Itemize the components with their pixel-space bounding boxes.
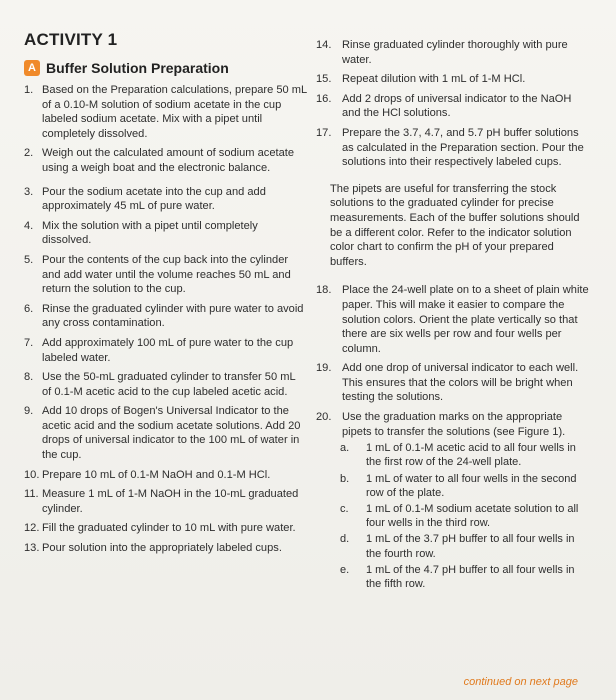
step-item: 11. Measure 1 mL of 1-M NaOH in the 10-mL graduated cylinder.: [24, 488, 299, 515]
step-item: 2. Weigh out the calculated amount of sodium acetate using a weigh boat and the electronic balance.: [24, 147, 295, 174]
step-item: 13. Pour solution into the appropriately labeled cups.: [24, 542, 282, 555]
step-item: 7. Add approximately 100 mL of pure water to the cup labeled water.: [24, 336, 294, 364]
steps-list-left: [22, 83, 307, 556]
substep-item: a. 1 mL of 0.1-M acetic acid to all four wells in the first row of the 24-well plate.: [340, 442, 576, 469]
substep-item: d. 1 mL of the 3.7 pH buffer to all four wells in the fourth row.: [340, 533, 575, 560]
steps-list-right-bottom: [318, 283, 590, 591]
step-item: 3. Pour the sodium acetate into the cup and add approximately 45 mL of pure water.: [24, 185, 266, 213]
step-item: 12. Fill the graduated cylinder to 10 mL with pure water.: [24, 522, 296, 535]
right-column: [318, 38, 590, 596]
step-item: 10. Prepare 10 mL of 0.1-M NaOH and 0.1-M HCl.: [24, 468, 271, 481]
step-item: 15. Repeat dilution with 1 mL of 1-M HCl.: [316, 73, 526, 86]
step-item: 4. Mix the solution with a pipet until completely dissolved.: [24, 219, 258, 247]
steps-list-right-top: [318, 38, 590, 170]
step-item: 17. Prepare the 3.7, 4.7, and 5.7 pH buffer solutions as calculated in the Preparation section. Pour the solutions into their respectively labeled cups.: [316, 126, 584, 169]
step-item: 16. Add 2 drops of universal indicator to the NaOH and the HCl solutions.: [316, 92, 572, 120]
section-title: Buffer Solution Preparation: [46, 60, 229, 76]
step-item: 5. Pour the contents of the cup back into the cylinder and add water until the volume reaches 50 mL and return the solution to the cup.: [24, 253, 291, 296]
pipet-note: The pipets are useful for transferring the stock solutions to the graduated cylinder for precise measurements. Each of the buffer solutions should be a different color. Refer to the indicator solution color chart to confirm the pH of your prepared buffers.: [330, 182, 580, 268]
section-header: [24, 60, 307, 76]
step-item: 20. Use the graduation marks on the appropriate pipets to transfer the solutions (see Figure 1). a. 1 mL of 0.1-M acetic acid to all four wells in the first row of the 24-well plate. b. 1 mL of water to all four wells in the second row of the plate. c. 1 mL of 0.1-M sodium acetate solution to all four wells in the third row. d. 1 mL of the 3.7 pH buffer to all four wells in the fourth row. e. 1 mL of the 4.7 pH buffer to all four wells in the fifth row.: [318, 410, 590, 591]
substep-item: e. 1 mL of the 4.7 pH buffer to all four wells in the fifth row.: [340, 563, 575, 591]
step-item: 14. Rinse graduated cylinder thoroughly with pure water.: [316, 39, 568, 66]
substep-item: c. 1 mL of 0.1-M sodium acetate solution to all four wells in the third row.: [340, 503, 579, 530]
step-item: 1. Based on the Preparation calculations, prepare 50 mL of a 0.10-M solution of sodium acetate in the cup labeled sodium acetate. Mix with a pipet until completely dissolved.: [24, 84, 307, 140]
step-item: 6. Rinse the graduated cylinder with pure water to avoid any cross contamination.: [24, 302, 304, 330]
step-item: 18. Place the 24-well plate on to a sheet of plain white paper. This will make it easier to compare the solution colors. Orient the plate vertically so that there are six wells per row and four wells per column.: [316, 284, 589, 355]
substeps-list: [342, 441, 590, 591]
substep-item: b. 1 mL of water to all four wells in the second row of the plate.: [340, 472, 577, 499]
step-item: 19. Add one drop of universal indicator to each well. This ensures that the colors will be bright when testing the solutions.: [316, 362, 579, 404]
left-column: [22, 30, 307, 561]
step-item: 9. Add 10 drops of Bogen's Universal Indicator to the acetic acid and the sodium acetate solutions. Add 20 drops of universal indicator to the 100 mL of water in the cup.: [24, 405, 301, 462]
section-badge: A: [24, 60, 40, 76]
activity-title: ACTIVITY 1: [24, 30, 118, 49]
continued-note: continued on next page: [463, 676, 578, 688]
step-item: 8. Use the 50-mL graduated cylinder to transfer 50 mL of 0.1-M acetic acid to the cup labeled acetic acid.: [24, 371, 296, 398]
